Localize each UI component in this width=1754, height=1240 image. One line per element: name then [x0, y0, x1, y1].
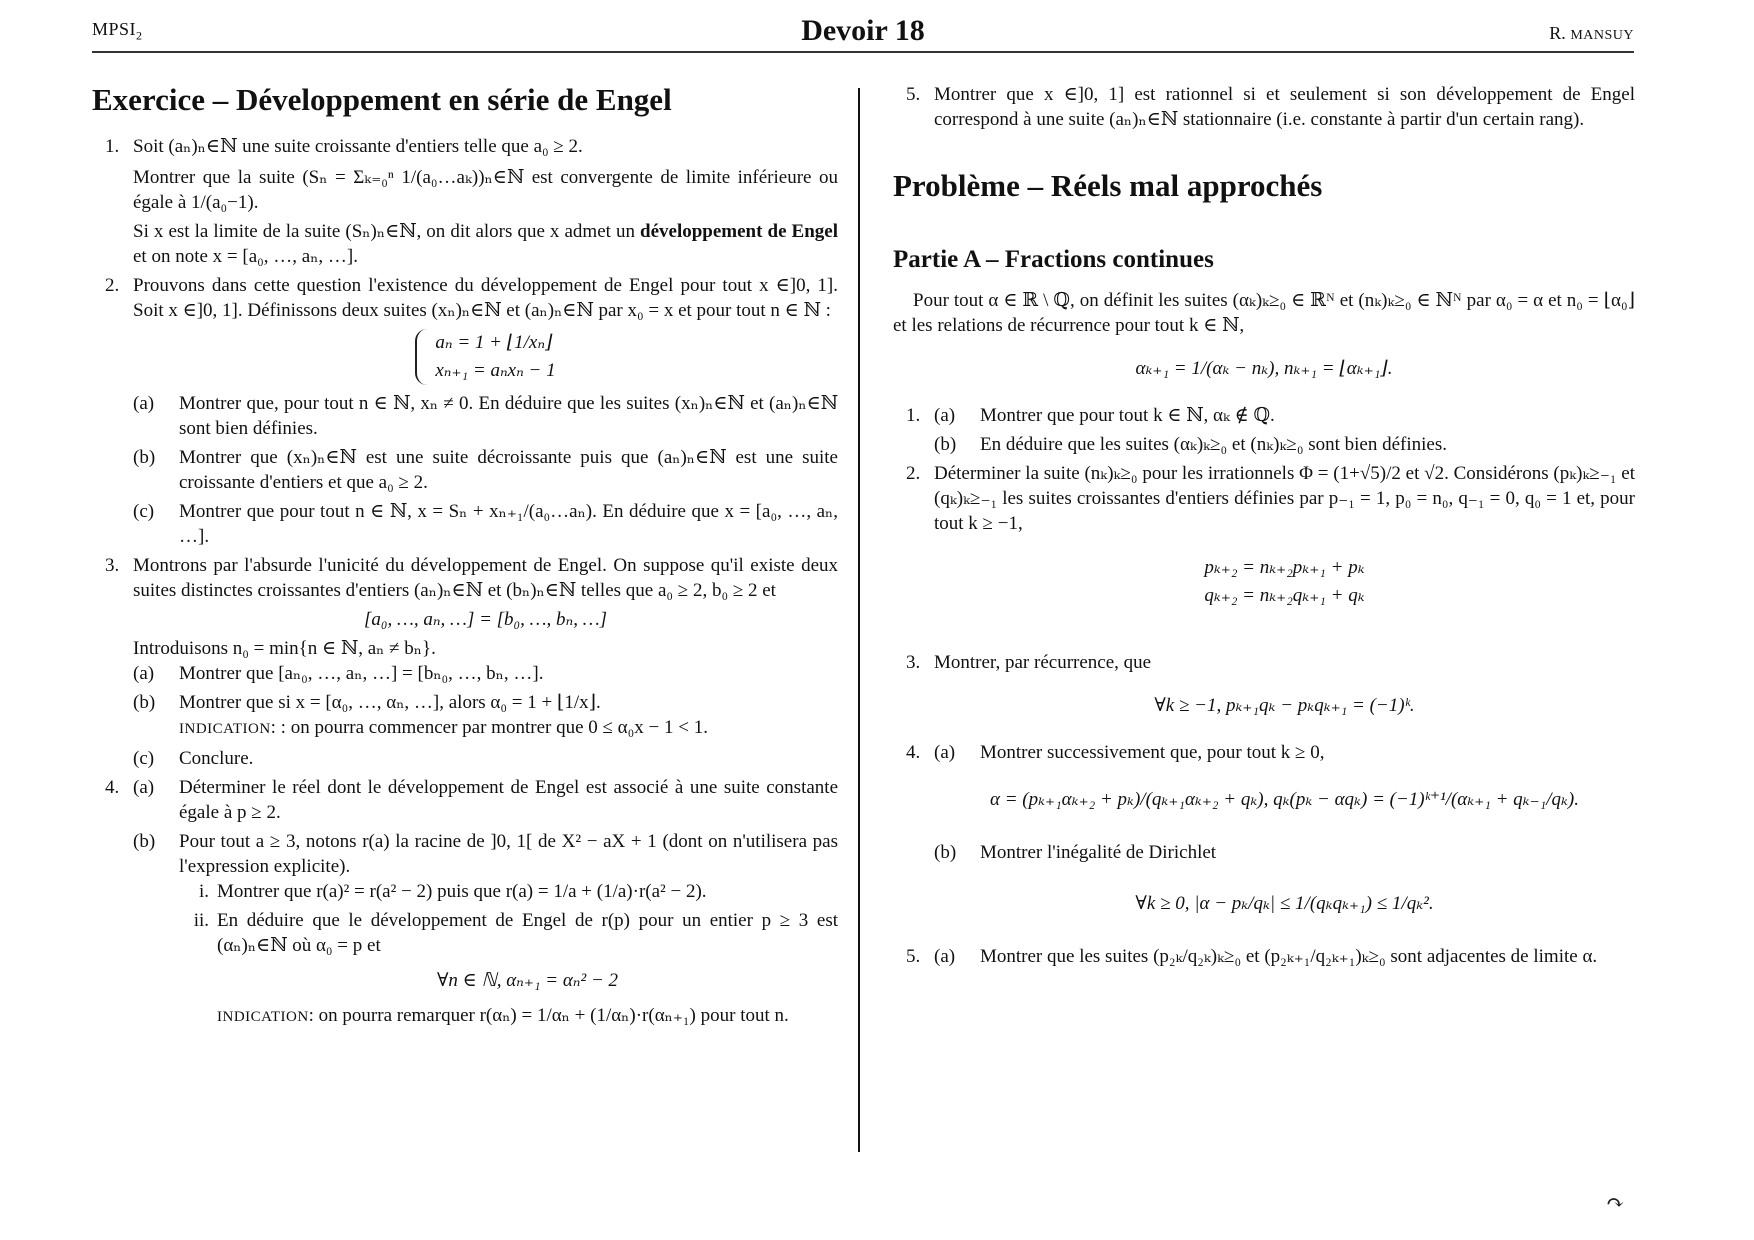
subquestion-a	[133, 775, 838, 825]
subquestion-b	[934, 432, 1635, 457]
part-a-title: Partie A – Fractions continues	[893, 246, 1214, 273]
subquestion-b	[934, 840, 1635, 916]
recurrence-equations	[934, 554, 1635, 610]
part-a-intro: Pour tout α ∈ ℝ \ ℚ, on définit les suites (αₖ)ₖ≥₀ ∈ ℝᴺ et (nₖ)ₖ≥₀ ∈ ℕᴺ par α₀ = α et n₀ = ⌊α₀⌋ et les relations de récurrence pour tout k ∈ ℕ,	[893, 290, 1635, 336]
display-equation: [a₀, …, aₙ, …] = [b₀, …, bₙ, …]	[363, 609, 608, 630]
definition-suffix: et on note x = [a₀, …, aₙ, …].	[133, 246, 359, 267]
subquestion-label: (c)	[133, 501, 155, 522]
subquestion-a	[934, 740, 1635, 812]
subquestion-text: Montrer que [aₙ₀, …, aₙ, …] = [bₙ₀, …, bₙ, …].	[179, 663, 544, 684]
subquestion-i	[179, 879, 838, 904]
class-subscript: 2	[136, 29, 143, 43]
subquestion-label: i.	[198, 881, 209, 902]
subquestion-label: (c)	[133, 748, 155, 769]
display-equation: qₖ₊₂ = nₖ₊₂qₖ₊₁ + qₖ	[1204, 585, 1365, 606]
subquestion-label: (a)	[133, 777, 155, 798]
left-column	[92, 80, 838, 1034]
recurrence-system	[133, 323, 838, 391]
subquestion-label: (a)	[934, 946, 956, 967]
display-equation: α = (pₖ₊₁αₖ₊₂ + pₖ)/(qₖ₊₁αₖ₊₂ + qₖ), qₖ(pₖ − αqₖ) = (−1)ᵏ⁺¹/(αₖ₊₁ + qₖ₋₁/qₖ).	[989, 789, 1579, 810]
author-initial: R.	[1549, 23, 1571, 43]
question-text: Montrer que x ∈]0, 1] est rationnel si et seulement si son développement de Engel correspond à une suite (aₙ)ₙ∈ℕ stationnaire (i.e. constante à partir d'un certain rang).	[934, 84, 1635, 130]
question-number: 1.	[105, 136, 120, 157]
subquestion-label: (b)	[133, 831, 156, 852]
question-number: 5.	[906, 84, 921, 105]
subquestion-ii	[179, 908, 838, 1030]
question-text: Soit (aₙ)ₙ∈ℕ une suite croissante d'entiers telle que a₀ ≥ 2.	[133, 136, 583, 157]
right-column	[893, 80, 1635, 973]
question-number: 3.	[105, 555, 120, 576]
subquestion-text: Montrer l'inégalité de Dirichlet	[980, 842, 1217, 863]
subquestion-label: (b)	[934, 434, 957, 455]
subquestion-a	[133, 661, 838, 686]
system-brace	[415, 329, 555, 385]
subquestion-text: Montrer que r(a)² = r(a² − 2) puis que r(a) = 1/a + (1/a)·r(a² − 2).	[217, 881, 707, 902]
subquestion-label: (a)	[934, 405, 956, 426]
question-number: 1.	[906, 405, 921, 426]
question-number: 3.	[906, 652, 921, 673]
question-text: Montrer, par récurrence, que	[934, 652, 1152, 673]
subquestion-label: (b)	[133, 447, 156, 468]
display-equation: ∀n ∈ ℕ, αₙ₊₁ = αₙ² − 2	[436, 970, 619, 991]
page-header	[92, 10, 1634, 50]
question-text: Introduisons n₀ = min{n ∈ ℕ, aₙ ≠ bₙ}.	[133, 638, 436, 659]
question-text: Montrer que la suite (Sₙ = Σₖ₌₀ⁿ 1/(a₀…aₖ))ₙ∈ℕ est convergente de limite inférieure ou égale à 1/(a₀−1).	[133, 167, 838, 213]
subquestion-c	[133, 499, 838, 549]
document-title: Devoir 18	[801, 14, 925, 47]
system-equation: xₙ₊₁ = aₙxₙ − 1	[435, 360, 556, 381]
question-number: 4.	[906, 742, 921, 763]
subquestion-label: ii.	[193, 910, 209, 931]
problem-question-2	[893, 461, 1635, 610]
display-equation: pₖ₊₂ = nₖ₊₂pₖ₊₁ + pₖ	[1204, 557, 1365, 578]
subquestion-text: Déterminer le réel dont le développement de Engel est associé à une suite constante égale à p ≥ 2.	[179, 777, 838, 823]
question-number: 4.	[105, 777, 120, 798]
problem-question-1	[893, 403, 1635, 457]
subquestion-text: Pour tout a ≥ 3, notons r(a) la racine de ]0, 1[ de X² − aX + 1 (dont on n'utilisera pas l'expression explicite).	[179, 831, 838, 877]
subquestion-text: Montrer que pour tout n ∈ ℕ, x = Sₙ + xₙ₊₁/(a₀…aₙ). En déduire que x = [a₀, …, aₙ, …].	[179, 501, 838, 547]
author	[1549, 23, 1634, 44]
subquestion-label: (b)	[934, 842, 957, 863]
subquestion-b	[133, 445, 838, 495]
class-name: MPSI	[92, 19, 137, 40]
subquestion-text: Montrer que (xₙ)ₙ∈ℕ est une suite décroissante puis que (aₙ)ₙ∈ℕ est une suite croissante d'entiers et que a₀ ≥ 2.	[179, 447, 838, 493]
subquestion-text: Conclure.	[179, 748, 254, 769]
definition-text	[133, 219, 838, 269]
subquestion-text: En déduire que le développement de Engel de r(p) pour un entier p ≥ 3 est (αₙ)ₙ∈ℕ où α₀ = p et	[217, 910, 838, 956]
subquestion-a	[133, 391, 838, 441]
display-equation: ∀k ≥ −1, pₖ₊₁qₖ − pₖqₖ₊₁ = (−1)ᵏ.	[1154, 695, 1415, 716]
question-number: 5.	[906, 946, 921, 967]
hint-label: INDICATION	[179, 721, 271, 737]
problem-question-4	[893, 740, 1635, 916]
subquestion-text: Montrer que si x = [α₀, …, αₙ, …], alors α₀ = 1 + ⌊1/x⌋.	[179, 692, 601, 713]
exercise-question-1	[92, 134, 838, 269]
problem-question-3	[893, 650, 1635, 718]
question-number: 2.	[906, 463, 921, 484]
subquestion-text: Montrer que les suites (p₂ₖ/q₂ₖ)ₖ≥₀ et (p₂ₖ₊₁/q₂ₖ₊₁)ₖ≥₀ sont adjacentes de limite α.	[980, 946, 1598, 967]
definition-prefix: Si x est la limite de la suite (Sₙ)ₙ∈ℕ, on dit alors que x admet un	[133, 221, 641, 242]
subquestion-label: (a)	[133, 663, 155, 684]
question-text: Déterminer la suite (nₖ)ₖ≥₀ pour les irrationnels Φ = (1+√5)/2 et √2. Considérons (pₖ)ₖ≥₋₁ et (qₖ)ₖ≥₋₁ les suites croissantes d'entiers définies par p₋₁ = 1, p₀ = n₀, q₋₁ = 0, q₀ = 1 et, pour tout k ≥ −1,	[934, 463, 1635, 534]
column-divider	[858, 88, 860, 1152]
hint-label: INDICATION	[217, 1009, 309, 1025]
subquestion-a	[934, 944, 1635, 969]
display-equation: ∀k ≥ 0, |α − pₖ/qₖ| ≤ 1/(qₖqₖ₊₁) ≤ 1/qₖ².	[1135, 893, 1434, 914]
question-number: 2.	[105, 275, 120, 296]
problem-question-5	[893, 944, 1635, 969]
subquestion-c	[133, 746, 838, 771]
subquestion-text: Montrer successivement que, pour tout k ≥ 0,	[980, 742, 1325, 763]
header-rule	[92, 51, 1634, 53]
subquestion-a	[934, 403, 1635, 428]
system-equation: aₙ = 1 + ⌊1/xₙ⌋	[435, 332, 553, 353]
subquestion-label: (a)	[133, 393, 155, 414]
subquestion-b	[133, 829, 838, 1030]
subquestion-b	[133, 690, 838, 742]
question-text: Montrons par l'absurde l'unicité du développement de Engel. On suppose qu'il existe deux suites distinctes croissantes d'entiers (aₙ)ₙ∈ℕ et (bₙ)ₙ∈ℕ telles que a₀ ≥ 2, b₀ ≥ 2 et	[133, 555, 838, 601]
exercise-title: Exercice – Développement en série de Engel	[92, 82, 672, 117]
hint-text: : on pourra remarquer r(αₙ) = 1/αₙ + (1/αₙ)·r(αₙ₊₁) pour tout n.	[308, 1005, 789, 1026]
problem-title: Problème – Réels mal approchés	[893, 168, 1323, 203]
exercise-question-3	[92, 553, 838, 771]
subquestion-text: Montrer que pour tout k ∈ ℕ, αₖ ∉ ℚ.	[980, 405, 1275, 426]
exercise-question-5	[893, 82, 1635, 132]
exercise-question-4	[92, 775, 838, 1030]
turn-page-icon: ↷	[1606, 1190, 1625, 1215]
subquestion-label: (a)	[934, 742, 956, 763]
author-name: MANSUY	[1570, 28, 1634, 43]
hint	[217, 1003, 838, 1030]
hint-text: : : on pourra commencer par montrer que 0 ≤ α₀x − 1 < 1.	[270, 717, 708, 738]
subquestion-text: En déduire que les suites (αₖ)ₖ≥₀ et (nₖ)ₖ≥₀ sont bien définies.	[980, 434, 1447, 455]
subquestion-label: (b)	[133, 692, 156, 713]
definition-term: développement de Engel	[640, 221, 838, 242]
subquestion-text: Montrer que, pour tout n ∈ ℕ, xₙ ≠ 0. En déduire que les suites (xₙ)ₙ∈ℕ et (aₙ)ₙ∈ℕ sont bien définies.	[179, 393, 838, 439]
display-equation: αₖ₊₁ = 1/(αₖ − nₖ), nₖ₊₁ = ⌊αₖ₊₁⌋.	[1135, 358, 1393, 379]
question-text: Prouvons dans cette question l'existence du développement de Engel pour tout x ∈]0, 1]. Soit x ∈]0, 1]. Définissons deux suites (xₙ)ₙ∈ℕ et (aₙ)ₙ∈ℕ par x₀ = x et pour tout n ∈ ℕ :	[133, 275, 838, 321]
exercise-question-2	[92, 273, 838, 549]
